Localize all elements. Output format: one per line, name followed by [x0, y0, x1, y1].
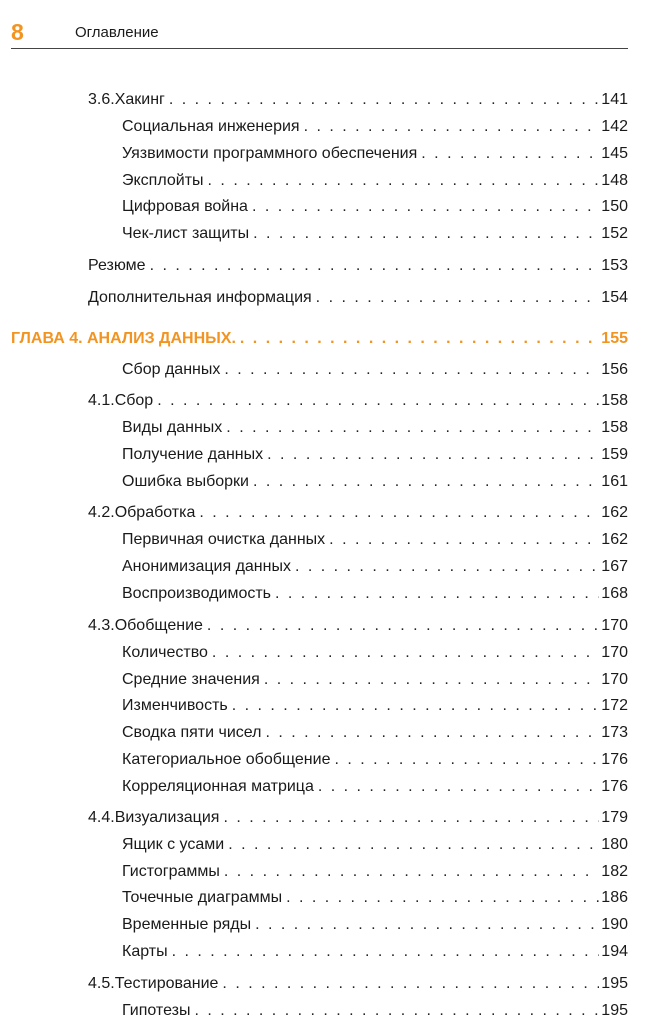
entry-page: 162 [601, 504, 628, 521]
section-number: 3.6. [88, 91, 115, 108]
entry-page: 154 [601, 289, 628, 306]
section-number: 4.1. [88, 392, 115, 409]
entry-page: 180 [601, 836, 628, 853]
entry-page: 179 [601, 809, 628, 826]
toc-subentry[interactable] [122, 722, 628, 744]
entry-page: 167 [601, 558, 628, 575]
page-number: 8 [11, 19, 24, 45]
entry-page: 153 [601, 257, 628, 274]
toc-subentry[interactable] [122, 749, 628, 771]
entry-page: 190 [601, 916, 628, 933]
entry-title: Виды данных [122, 419, 223, 436]
entry-title: Социальная инженерия [122, 118, 300, 135]
toc-section-4-1[interactable] [88, 390, 628, 412]
entry-title: Средние значения [122, 671, 260, 688]
dot-leader [169, 89, 599, 111]
entry-title: Ящик с усами [122, 836, 225, 853]
running-head: Оглавление [75, 24, 159, 41]
dot-leader [421, 143, 599, 165]
entry-page: 170 [601, 671, 628, 688]
dot-leader [150, 255, 600, 277]
entry-title: Категориальное обобщение [122, 751, 331, 768]
dot-leader [208, 170, 600, 192]
entry-title: Первичная очистка данных [122, 531, 326, 548]
entry-page: 168 [601, 585, 628, 602]
entry-title: Тестирование [114, 975, 219, 992]
entry-page: 158 [601, 419, 628, 436]
entry-page: 195 [601, 1002, 628, 1019]
section-number: 4.4. [88, 809, 115, 826]
entry-title: Корреляционная матрица [122, 778, 314, 795]
dot-leader [329, 529, 599, 551]
entry-title: Ошибка выборки [122, 473, 249, 490]
entry-title: Обобщение [114, 617, 203, 634]
toc-subentry[interactable] [122, 695, 628, 717]
entry-page: 176 [601, 751, 628, 768]
dot-leader [207, 615, 599, 637]
toc-subentry[interactable] [122, 529, 628, 551]
page-header [11, 18, 628, 49]
toc-subentry[interactable] [122, 223, 628, 245]
entry-page: 159 [601, 446, 628, 463]
entry-page: 182 [601, 863, 628, 880]
dot-leader [212, 642, 599, 664]
dot-leader [255, 914, 599, 936]
dot-leader [240, 328, 599, 350]
entry-title: Точечные диаграммы [122, 889, 283, 906]
entry-page: 194 [601, 943, 628, 960]
toc-subentry[interactable] [122, 196, 628, 218]
entry-title: Карты [122, 943, 168, 960]
toc-subentry[interactable] [122, 642, 628, 664]
toc-section-3-6[interactable] [88, 89, 628, 111]
entry-page: 172 [601, 697, 628, 714]
entry-title: Хакинг [114, 91, 165, 108]
dot-leader [316, 287, 600, 309]
entry-page: 141 [601, 91, 628, 108]
chapter-page: 155 [601, 330, 628, 347]
entry-page: 170 [601, 644, 628, 661]
toc-subentry[interactable] [122, 556, 628, 578]
dot-leader [232, 695, 600, 717]
entry-title: Анонимизация данных [122, 558, 291, 575]
entry-page: 161 [601, 473, 628, 490]
toc-subentry[interactable] [122, 1000, 628, 1022]
entry-page: 162 [601, 531, 628, 548]
entry-title: Чек-лист защиты [122, 225, 250, 242]
toc-subentry[interactable] [122, 834, 628, 856]
dot-leader [223, 807, 599, 829]
entry-title: Визуализация [114, 809, 220, 826]
toc-section-4-2[interactable] [88, 502, 628, 524]
entry-page: 148 [601, 172, 628, 189]
entry-title: Сбор [114, 392, 154, 409]
dot-leader [286, 887, 599, 909]
toc-subentry[interactable] [122, 941, 628, 963]
dot-leader [253, 471, 599, 493]
entry-title: Эксплойты [122, 172, 204, 189]
chapter-title: ГЛАВА 4. АНАЛИЗ ДАННЫХ. [11, 330, 236, 347]
toc-section-4-4[interactable] [88, 807, 628, 829]
entry-title: Сводка пяти чисел [122, 724, 262, 741]
dot-leader [304, 116, 600, 138]
dot-leader [172, 941, 600, 963]
entry-title: Гипотезы [122, 1002, 191, 1019]
toc-section-4-3[interactable] [88, 615, 628, 637]
toc-subentry[interactable] [122, 583, 628, 605]
entry-title: Воспроизводимость [122, 585, 272, 602]
dot-leader [222, 973, 599, 995]
dot-leader [334, 749, 599, 771]
entry-page: 158 [601, 392, 628, 409]
dot-leader [264, 669, 599, 691]
dot-leader [318, 776, 599, 798]
entry-title: Обработка [114, 504, 196, 521]
entry-title: Получение данных [122, 446, 264, 463]
toc-entry-summary[interactable] [88, 255, 628, 277]
toc-subentry[interactable] [122, 669, 628, 691]
entry-title: Количество [122, 644, 208, 661]
entry-page: 145 [601, 145, 628, 162]
dot-leader [226, 417, 599, 439]
entry-page: 156 [601, 361, 628, 378]
toc-subentry[interactable] [122, 116, 628, 138]
toc-subentry[interactable] [122, 861, 628, 883]
entry-title: Изменчивость [122, 697, 228, 714]
toc-entry-further-reading[interactable] [88, 287, 628, 309]
entry-page: 150 [601, 198, 628, 215]
dot-leader [275, 583, 599, 605]
section-number: 4.5. [88, 975, 115, 992]
entry-page: 195 [601, 975, 628, 992]
entry-title: Дополнительная информация [88, 289, 312, 306]
toc-subentry[interactable] [122, 887, 628, 909]
entry-title: Гистограммы [122, 863, 220, 880]
dot-leader [265, 722, 599, 744]
dot-leader [253, 223, 599, 245]
dot-leader [267, 444, 599, 466]
section-number: 4.3. [88, 617, 115, 634]
toc-subentry[interactable] [122, 914, 628, 936]
toc-subentry[interactable] [122, 471, 628, 493]
entry-page: 173 [601, 724, 628, 741]
toc-subentry[interactable] [122, 359, 628, 381]
entry-title: Сбор данных [122, 361, 221, 378]
toc-section-4-5[interactable] [88, 973, 628, 995]
dot-leader [252, 196, 599, 218]
section-number: 4.2. [88, 504, 115, 521]
entry-page: 176 [601, 778, 628, 795]
dot-leader [224, 861, 599, 883]
entry-page: 186 [601, 889, 628, 906]
entry-title: Цифровая война [122, 198, 248, 215]
dot-leader [157, 390, 599, 412]
entry-page: 142 [601, 118, 628, 135]
toc-subentry[interactable] [122, 444, 628, 466]
dot-leader [295, 556, 599, 578]
entry-page: 170 [601, 617, 628, 634]
dot-leader [199, 502, 599, 524]
entry-page: 152 [601, 225, 628, 242]
entry-title: Временные ряды [122, 916, 252, 933]
toc-chapter-4[interactable] [11, 328, 628, 350]
dot-leader [224, 359, 599, 381]
toc-subentry[interactable] [122, 776, 628, 798]
dot-leader [228, 834, 599, 856]
entry-title: Уязвимости программного обеспечения [122, 145, 418, 162]
toc-subentry[interactable] [122, 417, 628, 439]
dot-leader [194, 1000, 599, 1022]
toc-subentry[interactable] [122, 170, 628, 192]
toc-subentry[interactable] [122, 143, 628, 165]
entry-title: Резюме [88, 257, 146, 274]
